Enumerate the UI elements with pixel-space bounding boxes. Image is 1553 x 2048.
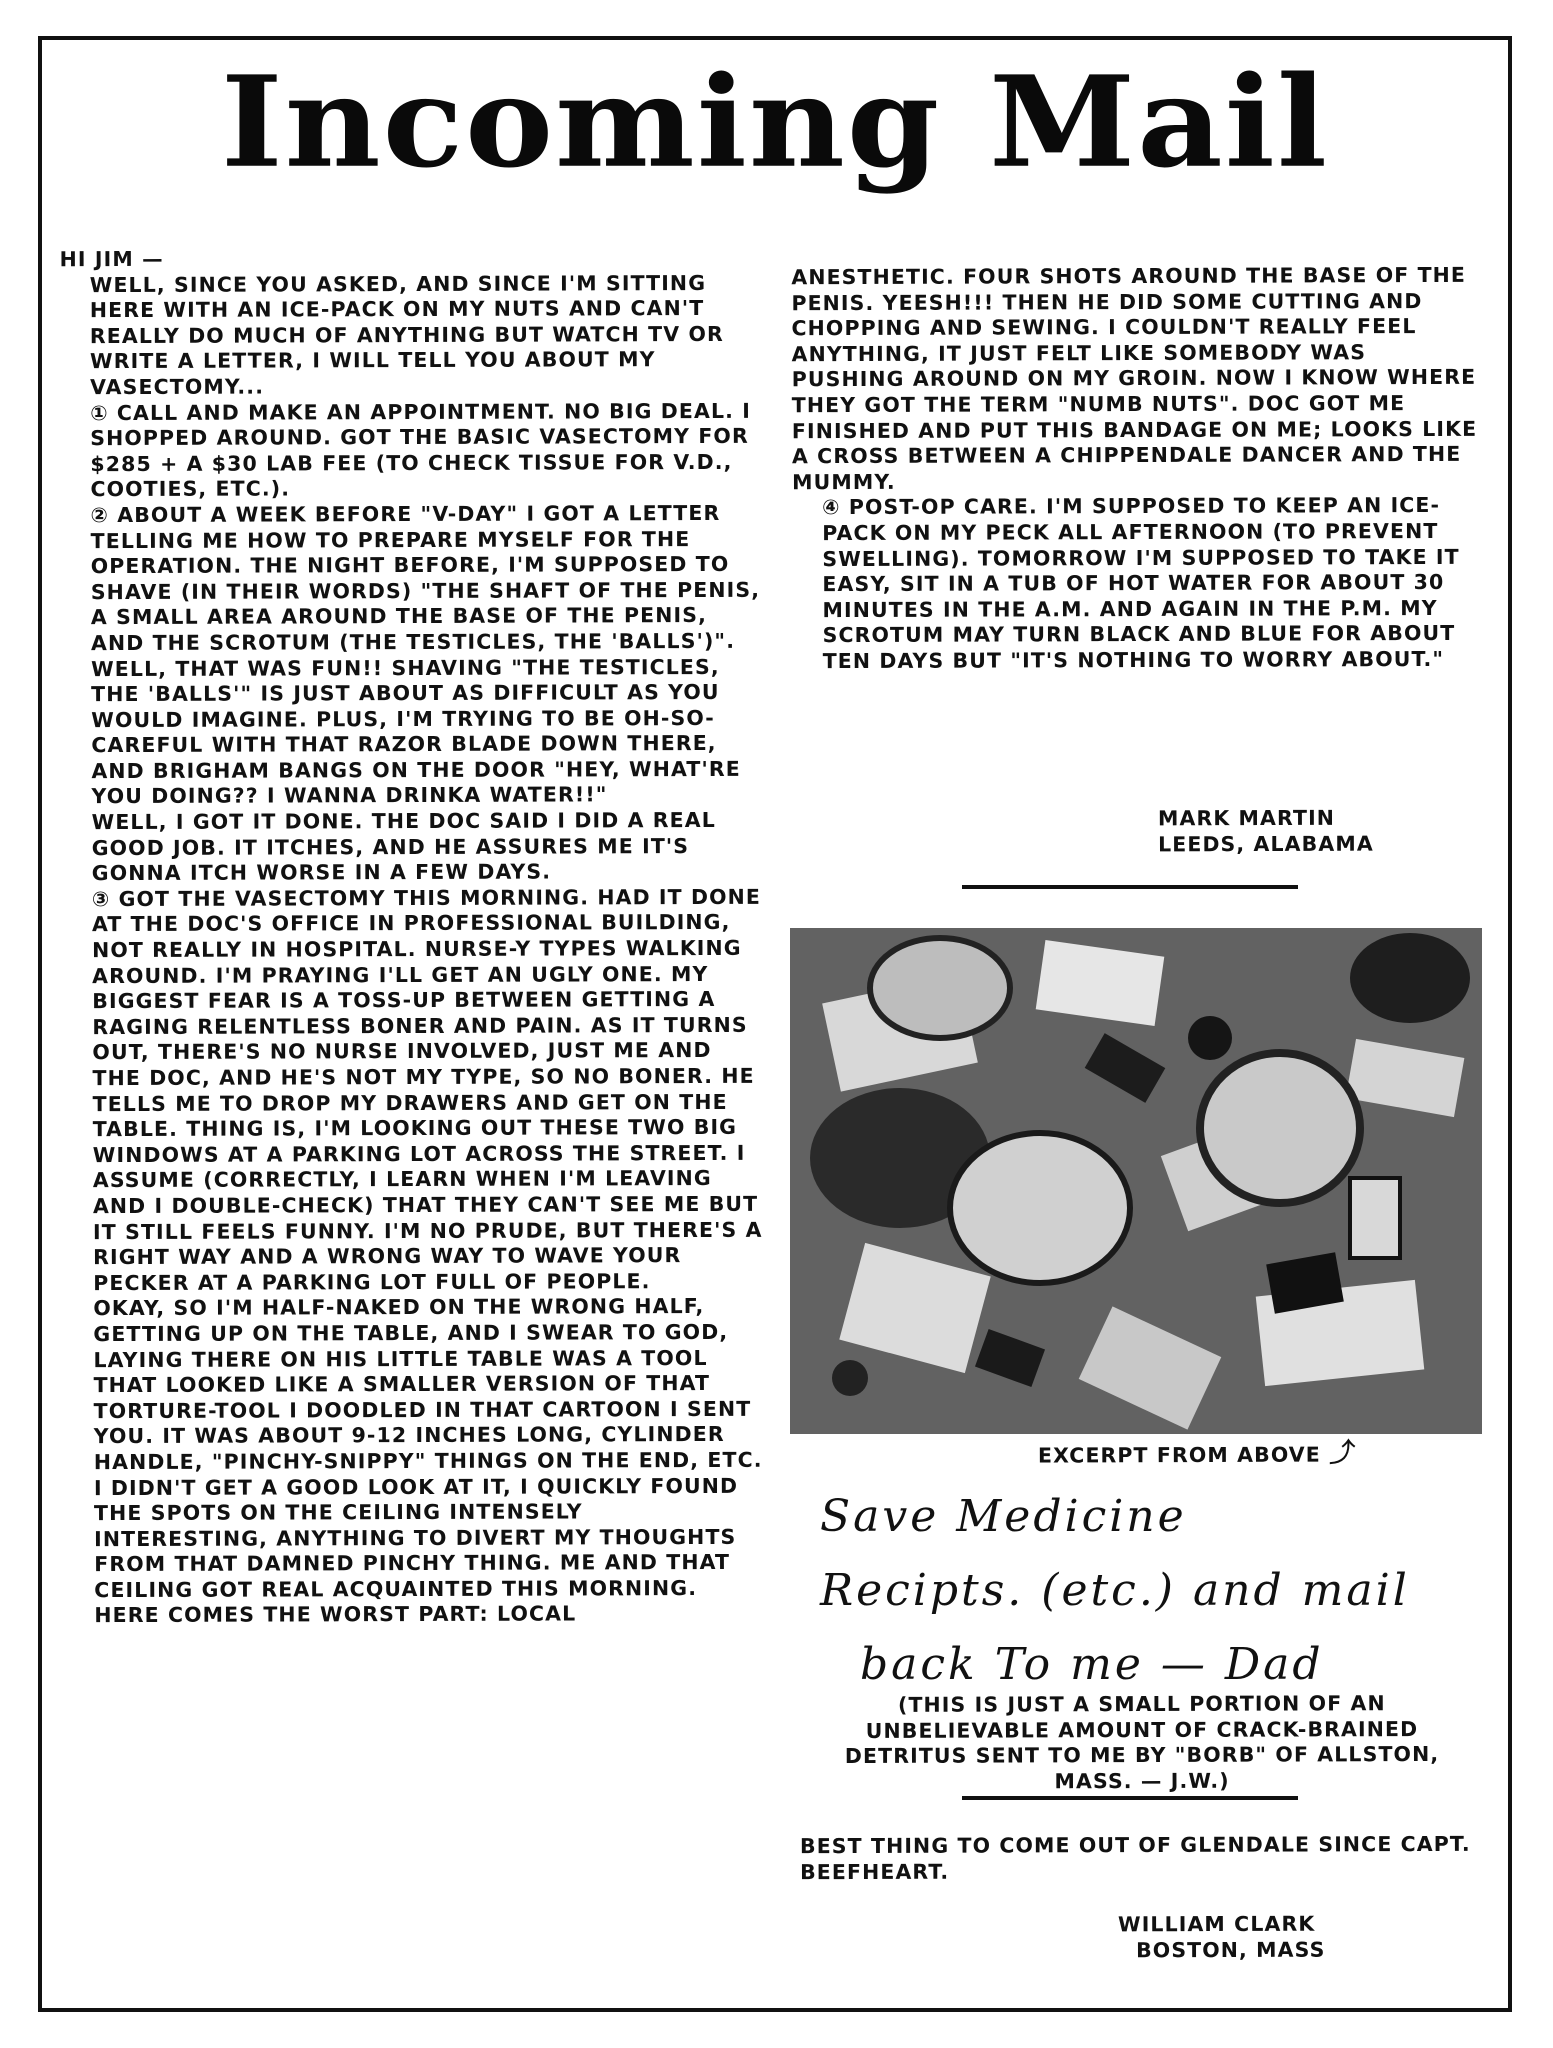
letter-paragraph: ③ GOT THE VASECTOMY THIS MORNING. HAD IT DONE AT THE DOC'S OFFICE IN PROFESSIONAL BUILDING, NOT REALLY IN HOSPITAL. NURSE-Y TYPES WALKING AROUND. I'M PRAYING I'LL GET AN UGLY ONE. MY BIGGEST FEAR IS A TOSS-UP BETWEEN GETTING A RAGING RELENTLESS BONER AND PAIN. AS IT TURNS OUT, THERE'S NO NURSE INVOLVED, JUST ME AND THE DOC, AND HE'S NOT MY TYPE, SO NO BONER. HE TELLS ME TO DROP MY DRAWERS AND GET ON THE TABLE. THING IS, I'M LOOKING OUT THESE TWO BIG WINDOWS AT A PARKING LOT ACROSS THE STREET. I ASSUME (CORRECTLY, I LEARN WHEN I'M LEAVING AND I DOUBLE-CHECK) THAT THEY CAN'T SEE ME BUT IT STILL FEELS FUNNY. I'M NO PRUDE, BUT THERE'S A RIGHT WAY AND A WRONG WAY TO WAVE YOUR PECKER AT A PARKING LOT FULL OF PEOPLE. bbox=[91, 884, 763, 1295]
signature-block bbox=[1118, 1912, 1326, 1964]
letter-paragraph: ANESTHETIC. FOUR SHOTS AROUND THE BASE OF THE PENIS. YEESH!!! THEN HE DID SOME CUTTING AND CHOPPING AND SEWING. I COULDN'T REALLY FEEL ANYTHING, IT JUST FELT LIKE SOMEBODY WAS PUSHING AROUND ON MY GROIN. NOW I KNOW WHERE THEY GOT THE TERM "NUMB NUTS". DOC GOT ME FINISHED AND PUT THIS BANDAGE ON ME; LOOKS LIKE A CROSS BETWEEN A CHIPPENDALE DANCER AND THE MUMMY. bbox=[791, 262, 1478, 494]
letter-paragraph: ① CALL AND MAKE AN APPOINTMENT. NO BIG DEAL. I SHOPPED AROUND. GOT THE BASIC VASECTOMY FOR $285 + A $30 LAB FEE (TO CHECK TISSUE FOR V.D., COOTIES, ETC.). bbox=[90, 398, 752, 502]
page-title: Incoming Mail bbox=[220, 48, 1330, 197]
divider bbox=[962, 1796, 1298, 1800]
note-line: Recipts. (etc.) and mail bbox=[820, 1565, 1410, 1616]
letter-greeting: HI JIM — bbox=[59, 246, 164, 272]
letter-1-right-column bbox=[791, 263, 1482, 675]
letter-paragraph: WELL, SINCE YOU ASKED, AND SINCE I'M SITTING HERE WITH AN ICE-PACK ON MY NUTS AND CAN'T REALLY DO MUCH OF ANYTHING BUT WATCH TV OR WRITE A LETTER, I WILL TELL YOU ABOUT MY VASECTOMY... bbox=[89, 270, 724, 400]
letter-paragraph: WELL, I GOT IT DONE. THE DOC SAID I DID A REAL GOOD JOB. IT ITCHES, AND HE ASSURES ME IT'S GONNA ITCH WORSE IN A FEW DAYS. bbox=[91, 808, 716, 886]
signature-block bbox=[1158, 806, 1374, 858]
letter-paragraph: HERE COMES THE WORST PART: LOCAL bbox=[94, 1601, 577, 1628]
divider bbox=[962, 885, 1298, 889]
arrow-icon: ⤴ bbox=[1329, 1438, 1357, 1469]
signature-name: WILLIAM CLARK bbox=[1117, 1911, 1316, 1937]
excerpt-caption-text: EXCERPT FROM ABOVE bbox=[1037, 1442, 1321, 1468]
note-line: Save Medicine bbox=[820, 1491, 1187, 1542]
letter-3-body: BEST THING TO COME OUT OF GLENDALE SINCE CAPT. BEEFHEART. bbox=[799, 1831, 1471, 1884]
photo-pile-of-receipts bbox=[790, 928, 1482, 1434]
letter-paragraph: ② ABOUT A WEEK BEFORE "V-DAY" I GOT A LETTER TELLING ME HOW TO PREPARE MYSELF FOR THE OPERATION. THE NIGHT BEFORE, I'M SUPPOSED TO SHAVE (IN THEIR WORDS) "THE SHAFT OF THE PENIS, A SMALL AREA AROUND THE BASE OF THE PENIS, AND THE SCROTUM (THE TESTICLES, THE 'BALLS')". WELL, THAT WAS FUN!! SHAVING "THE TESTICLES, THE 'BALLS'" IS JUST ABOUT AS DIFFICULT AS YOU WOULD IMAGINE. PLUS, I'M TRYING TO BE OH-SO-CAREFUL WITH THAT RAZOR BLADE DOWN THERE, AND BRIGHAM BANGS ON THE DOOR "HEY, WHAT'RE YOU DOING?? I WANNA DRINKA WATER!!" bbox=[90, 500, 761, 809]
signature-place: LEEDS, ALABAMA bbox=[1158, 831, 1374, 856]
signature-name: MARK MARTIN bbox=[1157, 805, 1336, 831]
photo-illustration bbox=[790, 928, 1482, 1434]
signature-place: BOSTON, MASS bbox=[1136, 1937, 1326, 1962]
note-line: back To me — Dad bbox=[860, 1639, 1324, 1690]
letter-paragraph: ④ POST-OP CARE. I'M SUPPOSED TO KEEP AN ICE-PACK ON MY PECK ALL AFTERNOON (TO PREVENT SWELLING). TOMORROW I'M SUPPOSED TO TAKE IT EASY, SIT IN A TUB OF HOT WATER FOR ABOUT 30 MINUTES IN THE A.M. AND AGAIN IN THE P.M. MY SCROTUM MAY TURN BLACK AND BLUE FOR ABOUT TEN DAYS BUT "IT'S NOTHING TO WORRY ABOUT." bbox=[822, 493, 1460, 674]
letter-paragraph: OKAY, SO I'M HALF-NAKED ON THE WRONG HALF, GETTING UP ON THE TABLE, AND I SWEAR TO GOD, LAYING THERE ON HIS LITTLE TABLE WAS A TOOL THAT LOOKED LIKE A SMALLER VERSION OF THAT TORTURE-TOOL I DOODLED IN THAT CARTOON I SENT YOU. IT WAS ABOUT 9-12 INCHES LONG, CYLINDER HANDLE, "PINCHY-SNIPPY" THINGS ON THE END, ETC. I DIDN'T GET A GOOD LOOK AT IT, I QUICKLY FOUND THE SPOTS ON THE CEILING INTENSELY INTERESTING, ANYTHING TO DIVERT MY THOUGHTS FROM THAT DAMNED PINCHY THING. ME AND THAT CEILING GOT REAL ACQUAINTED THIS MORNING. bbox=[93, 1294, 763, 1602]
editor-note: (THIS IS JUST A SMALL PORTION OF AN UNBELIEVABLE AMOUNT OF CRACK-BRAINED DETRITUS SENT TO ME BY "BORB" OF ALLSTON, MASS. — J.W.) bbox=[844, 1691, 1440, 1794]
letter-1-left-column bbox=[60, 245, 765, 1629]
excerpt-caption bbox=[1037, 1438, 1357, 1469]
dad-handwritten-note bbox=[820, 1480, 1480, 1702]
